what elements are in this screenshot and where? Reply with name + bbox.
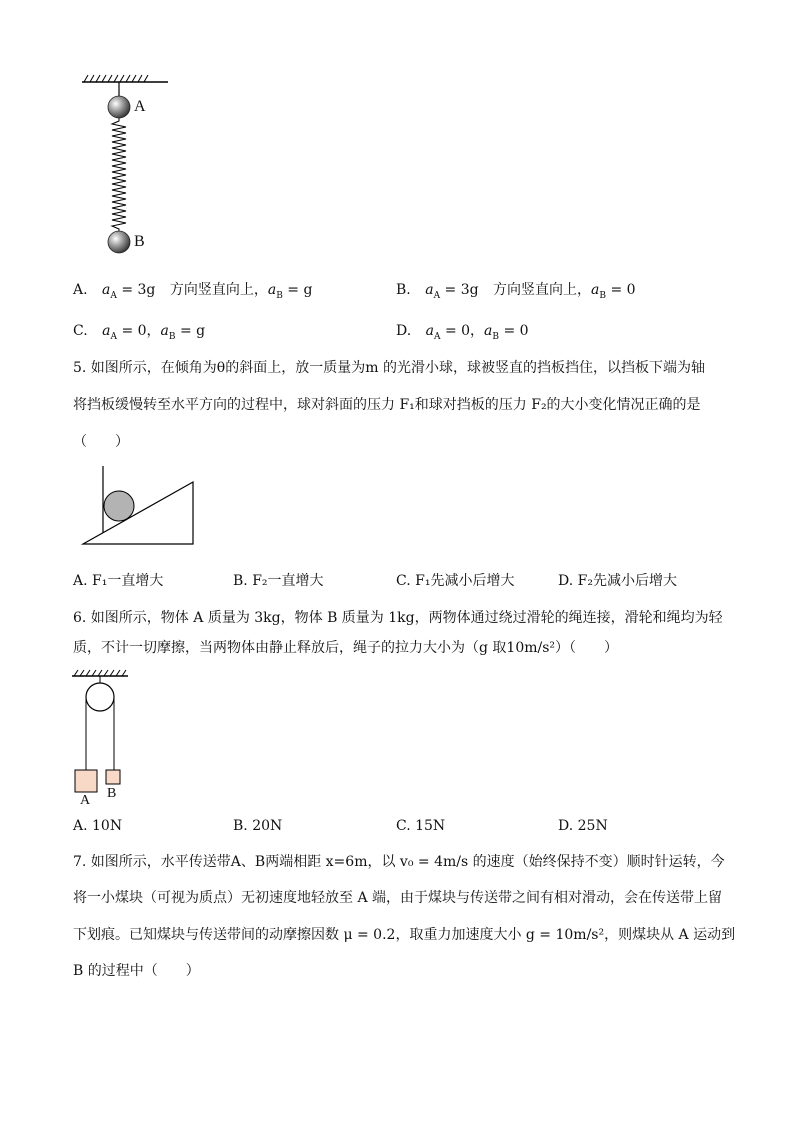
ball-a-label: A [134, 98, 146, 115]
block-b [106, 770, 120, 784]
q6-option-b[interactable]: B. 20N [233, 818, 283, 834]
q7-stem-line-3: 下划痕。已知煤块与传送带间的动摩擦因数 μ = 0.2，取重力加速度大小 g = 10m/s²，则煤块从 A 运动到 [73, 927, 736, 943]
q5-stem-line-2: 将挡板缓慢转至水平方向的过程中，球对斜面的压力 F₁和球对挡板的压力 F₂的大小变化情况正确的是 [73, 397, 701, 413]
q6-option-a[interactable]: A. 10N [73, 818, 123, 834]
ball-a [108, 96, 130, 118]
pulley [86, 683, 114, 711]
q6-option-c[interactable]: C. 15N [396, 818, 446, 834]
q5-answer-blank: （ ） [73, 434, 129, 450]
q6-stem-line-2: 质，不计一切摩擦，当两物体由静止释放后，绳子的拉力大小为（g 取10m/s²）（ ） [73, 640, 619, 656]
block-b-label: B [107, 786, 117, 801]
q4-option-a[interactable]: A. $a_A = 3g$ 方向竖直向上，$a_B = g$ [73, 282, 313, 301]
block-a-label: A [80, 793, 91, 808]
q6-stem-line-1: 6. 如图所示，物体 A 质量为 3kg，物体 B 质量为 1kg，两物体通过绕过滑轮的绳连接，滑轮和绳均为轻 [73, 610, 723, 626]
spring [112, 118, 126, 232]
ball-b-label: B [134, 233, 145, 250]
q5-option-a[interactable]: A. F₁一直增大 [73, 573, 164, 589]
q6-option-d[interactable]: D. 25N [558, 818, 608, 834]
ball-b [108, 231, 130, 253]
incline-ball [104, 491, 134, 521]
q7-stem-line-4: B 的过程中（ ） [73, 963, 200, 979]
q5-option-c[interactable]: C. F₁先减小后增大 [396, 573, 515, 589]
q5-option-d[interactable]: D. F₂先减小后增大 [558, 573, 677, 589]
q5-option-b[interactable]: B. F₂一直增大 [233, 573, 324, 589]
q5-stem-line-1: 5. 如图所示，在倾角为θ的斜面上，放一质量为m 的光滑小球，球被竖直的挡板挡住，以挡板下端为轴 [73, 360, 705, 376]
q4-option-b[interactable]: B. $a_A = 3g$ 方向竖直向上，$a_B = 0$ [396, 282, 636, 301]
incline [83, 482, 193, 544]
block-a [75, 770, 97, 792]
q4-option-c[interactable]: C. $a_A = 0$，$a_B = g$ [73, 323, 206, 342]
q7-stem-line-2: 将一小煤块（可视为质点）无初速度地轻放至 A 端，由于煤块与传送带之间有相对滑动，会在传送带上留 [73, 890, 723, 906]
q7-stem-line-1: 7. 如图所示，水平传送带A、B两端相距 x=6m，以 v₀ = 4m/s 的速度（始终保持不变）顺时针运转，今 [73, 854, 725, 870]
q4-option-d[interactable]: D. $a_A = 0$，$a_B = 0$ [396, 323, 529, 342]
